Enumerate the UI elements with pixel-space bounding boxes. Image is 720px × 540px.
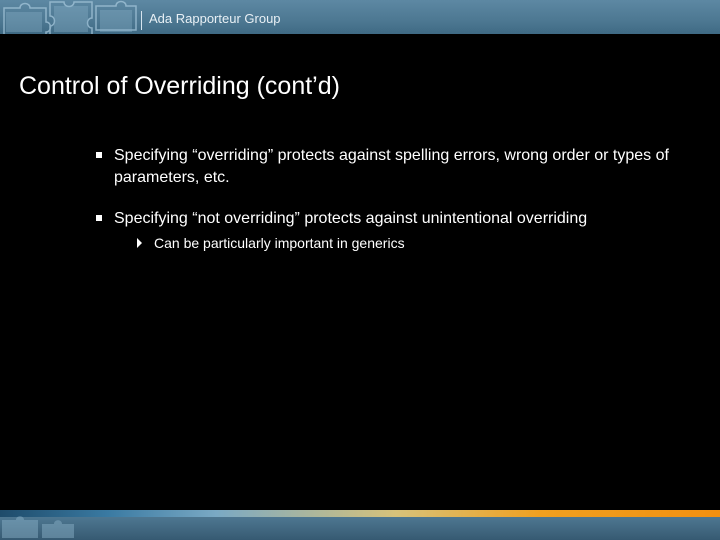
- puzzle-pieces-icon: [0, 510, 80, 540]
- square-bullet-icon: [96, 152, 102, 158]
- header-divider: [141, 11, 142, 30]
- bullet-text: Specifying “overriding” protects against spelling errors, wrong order or types of parameters, etc.: [114, 147, 669, 186]
- header-title: Ada Rapporteur Group: [149, 11, 281, 26]
- square-bullet-icon: [96, 215, 102, 221]
- sub-bullet-item: [96, 234, 696, 252]
- footer-accent-stripe: [0, 510, 720, 517]
- header-bar: [0, 0, 720, 34]
- puzzle-pieces-icon: [0, 0, 140, 34]
- bullet-text: Specifying “not overriding” protects against unintentional overriding: [114, 210, 588, 227]
- slide-title: Control of Overriding (cont’d): [19, 72, 340, 100]
- bullet-item: [96, 208, 696, 230]
- bullet-list: [96, 145, 696, 252]
- triangle-bullet-icon: [137, 238, 142, 248]
- footer-bar: [0, 510, 720, 540]
- sub-bullet-text: Can be particularly important in generics: [154, 235, 405, 251]
- footer-lower-band: [0, 517, 720, 540]
- bullet-item: [96, 145, 696, 189]
